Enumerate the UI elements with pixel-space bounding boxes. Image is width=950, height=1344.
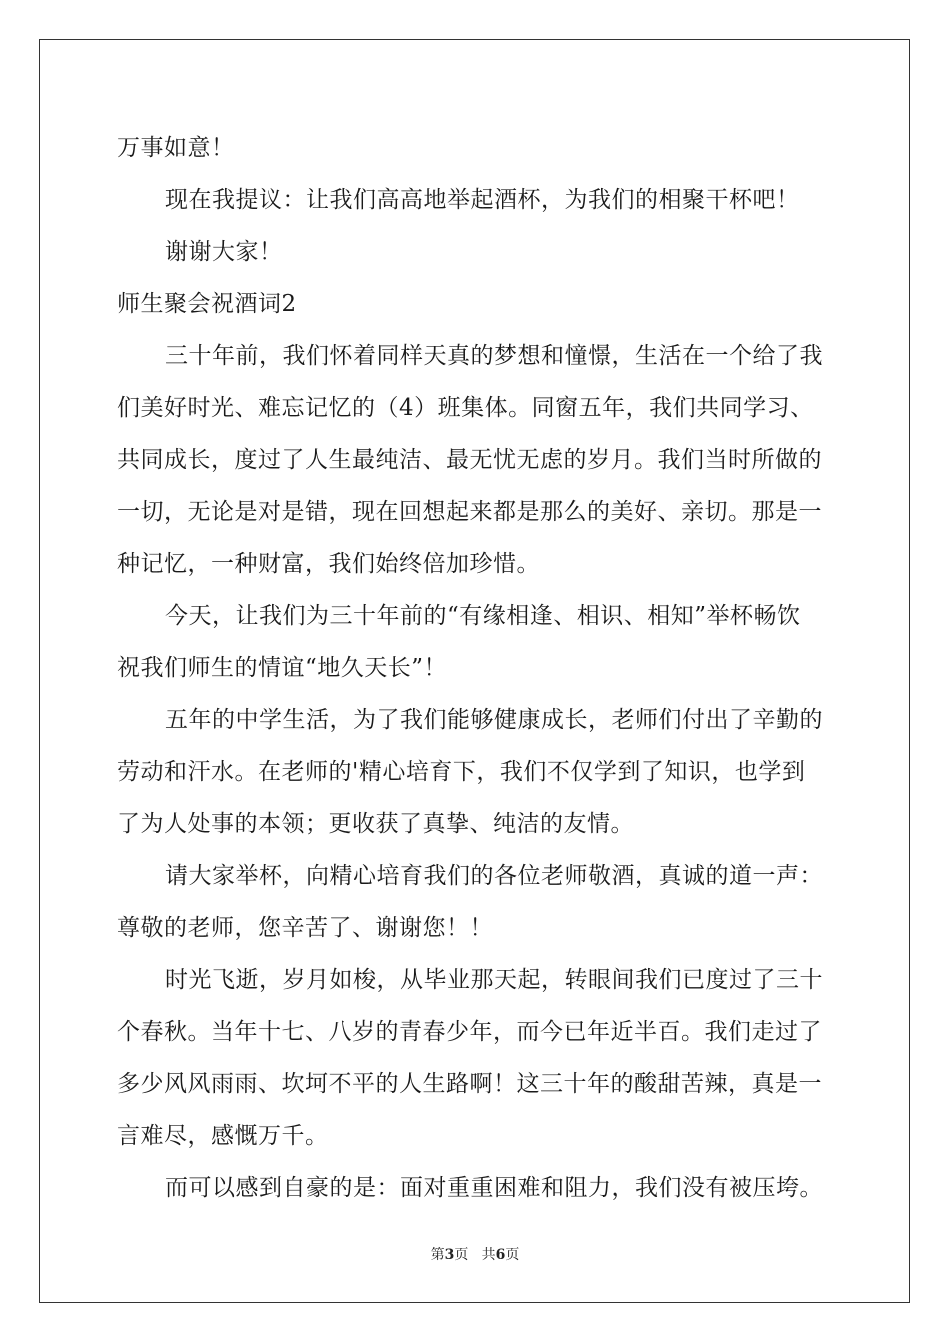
text-line: 了为人处事的本领；更收获了真挚、纯洁的友情。 <box>117 811 634 837</box>
text-line: 今天，让我们为三十年前的“有缘相逢、相识、相知”举杯畅饮 <box>165 603 801 629</box>
text-line: 谢谢大家！ <box>165 239 283 265</box>
text-line: 五年的中学生活，为了我们能够健康成长，老师们付出了辛勤的 <box>165 707 823 733</box>
page-number: 3 <box>444 1247 455 1263</box>
text-line: 多少风风雨雨、坎坷不平的人生路啊！这三十年的酸甜苦辣，真是一 <box>117 1071 822 1097</box>
text-line: 请大家举杯，向精心培育我们的各位老师敬酒，真诚的道一声： <box>165 863 823 889</box>
text-line: 三十年前，我们怀着同样天真的梦想和憧憬，生活在一个给了我 <box>165 343 823 369</box>
total-suffix: 页 <box>505 1247 520 1263</box>
section-title: 师生聚会祝酒词2 <box>117 291 297 317</box>
total-pages: 6 <box>495 1247 506 1263</box>
total-prefix: 共 <box>481 1247 496 1263</box>
text-line: 共同成长，度过了人生最纯洁、最无忧无虑的岁月。我们当时所做的 <box>117 447 822 473</box>
text-line: 一切，无论是对是错，现在回想起来都是那么的美好、亲切。那是一 <box>117 499 822 525</box>
text-line: 时光飞逝，岁月如梭，从毕业那天起，转眼间我们已度过了三十 <box>165 967 823 993</box>
text-line: 祝我们师生的情谊“地久天长”！ <box>117 655 448 681</box>
text-line: 万事如意！ <box>117 135 235 161</box>
text-line: 个春秋。当年十七、八岁的青春少年，而今已年近半百。我们走过了 <box>117 1019 822 1045</box>
text-line: 劳动和汗水。在老师的'精心培育下，我们不仅学到了知识，也学到 <box>117 759 806 785</box>
text-line: 们美好时光、难忘记忆的（4）班集体。同窗五年，我们共同学习、 <box>117 395 814 421</box>
page-suffix: 页 <box>454 1247 469 1263</box>
text-line: 种记忆，一种财富，我们始终倍加珍惜。 <box>117 551 540 577</box>
text-line: 言难尽，感慨万千。 <box>117 1123 329 1149</box>
text-line: 而可以感到自豪的是：面对重重困难和阻力，我们没有被压垮。 <box>165 1175 823 1201</box>
page-prefix: 第 <box>430 1247 445 1263</box>
text-line: 现在我提议：让我们高高地举起酒杯，为我们的相聚干杯吧！ <box>165 187 800 213</box>
document-body <box>117 122 833 1214</box>
page-footer <box>0 1244 950 1264</box>
text-line: 尊敬的老师，您辛苦了、谢谢您！！ <box>117 915 493 941</box>
